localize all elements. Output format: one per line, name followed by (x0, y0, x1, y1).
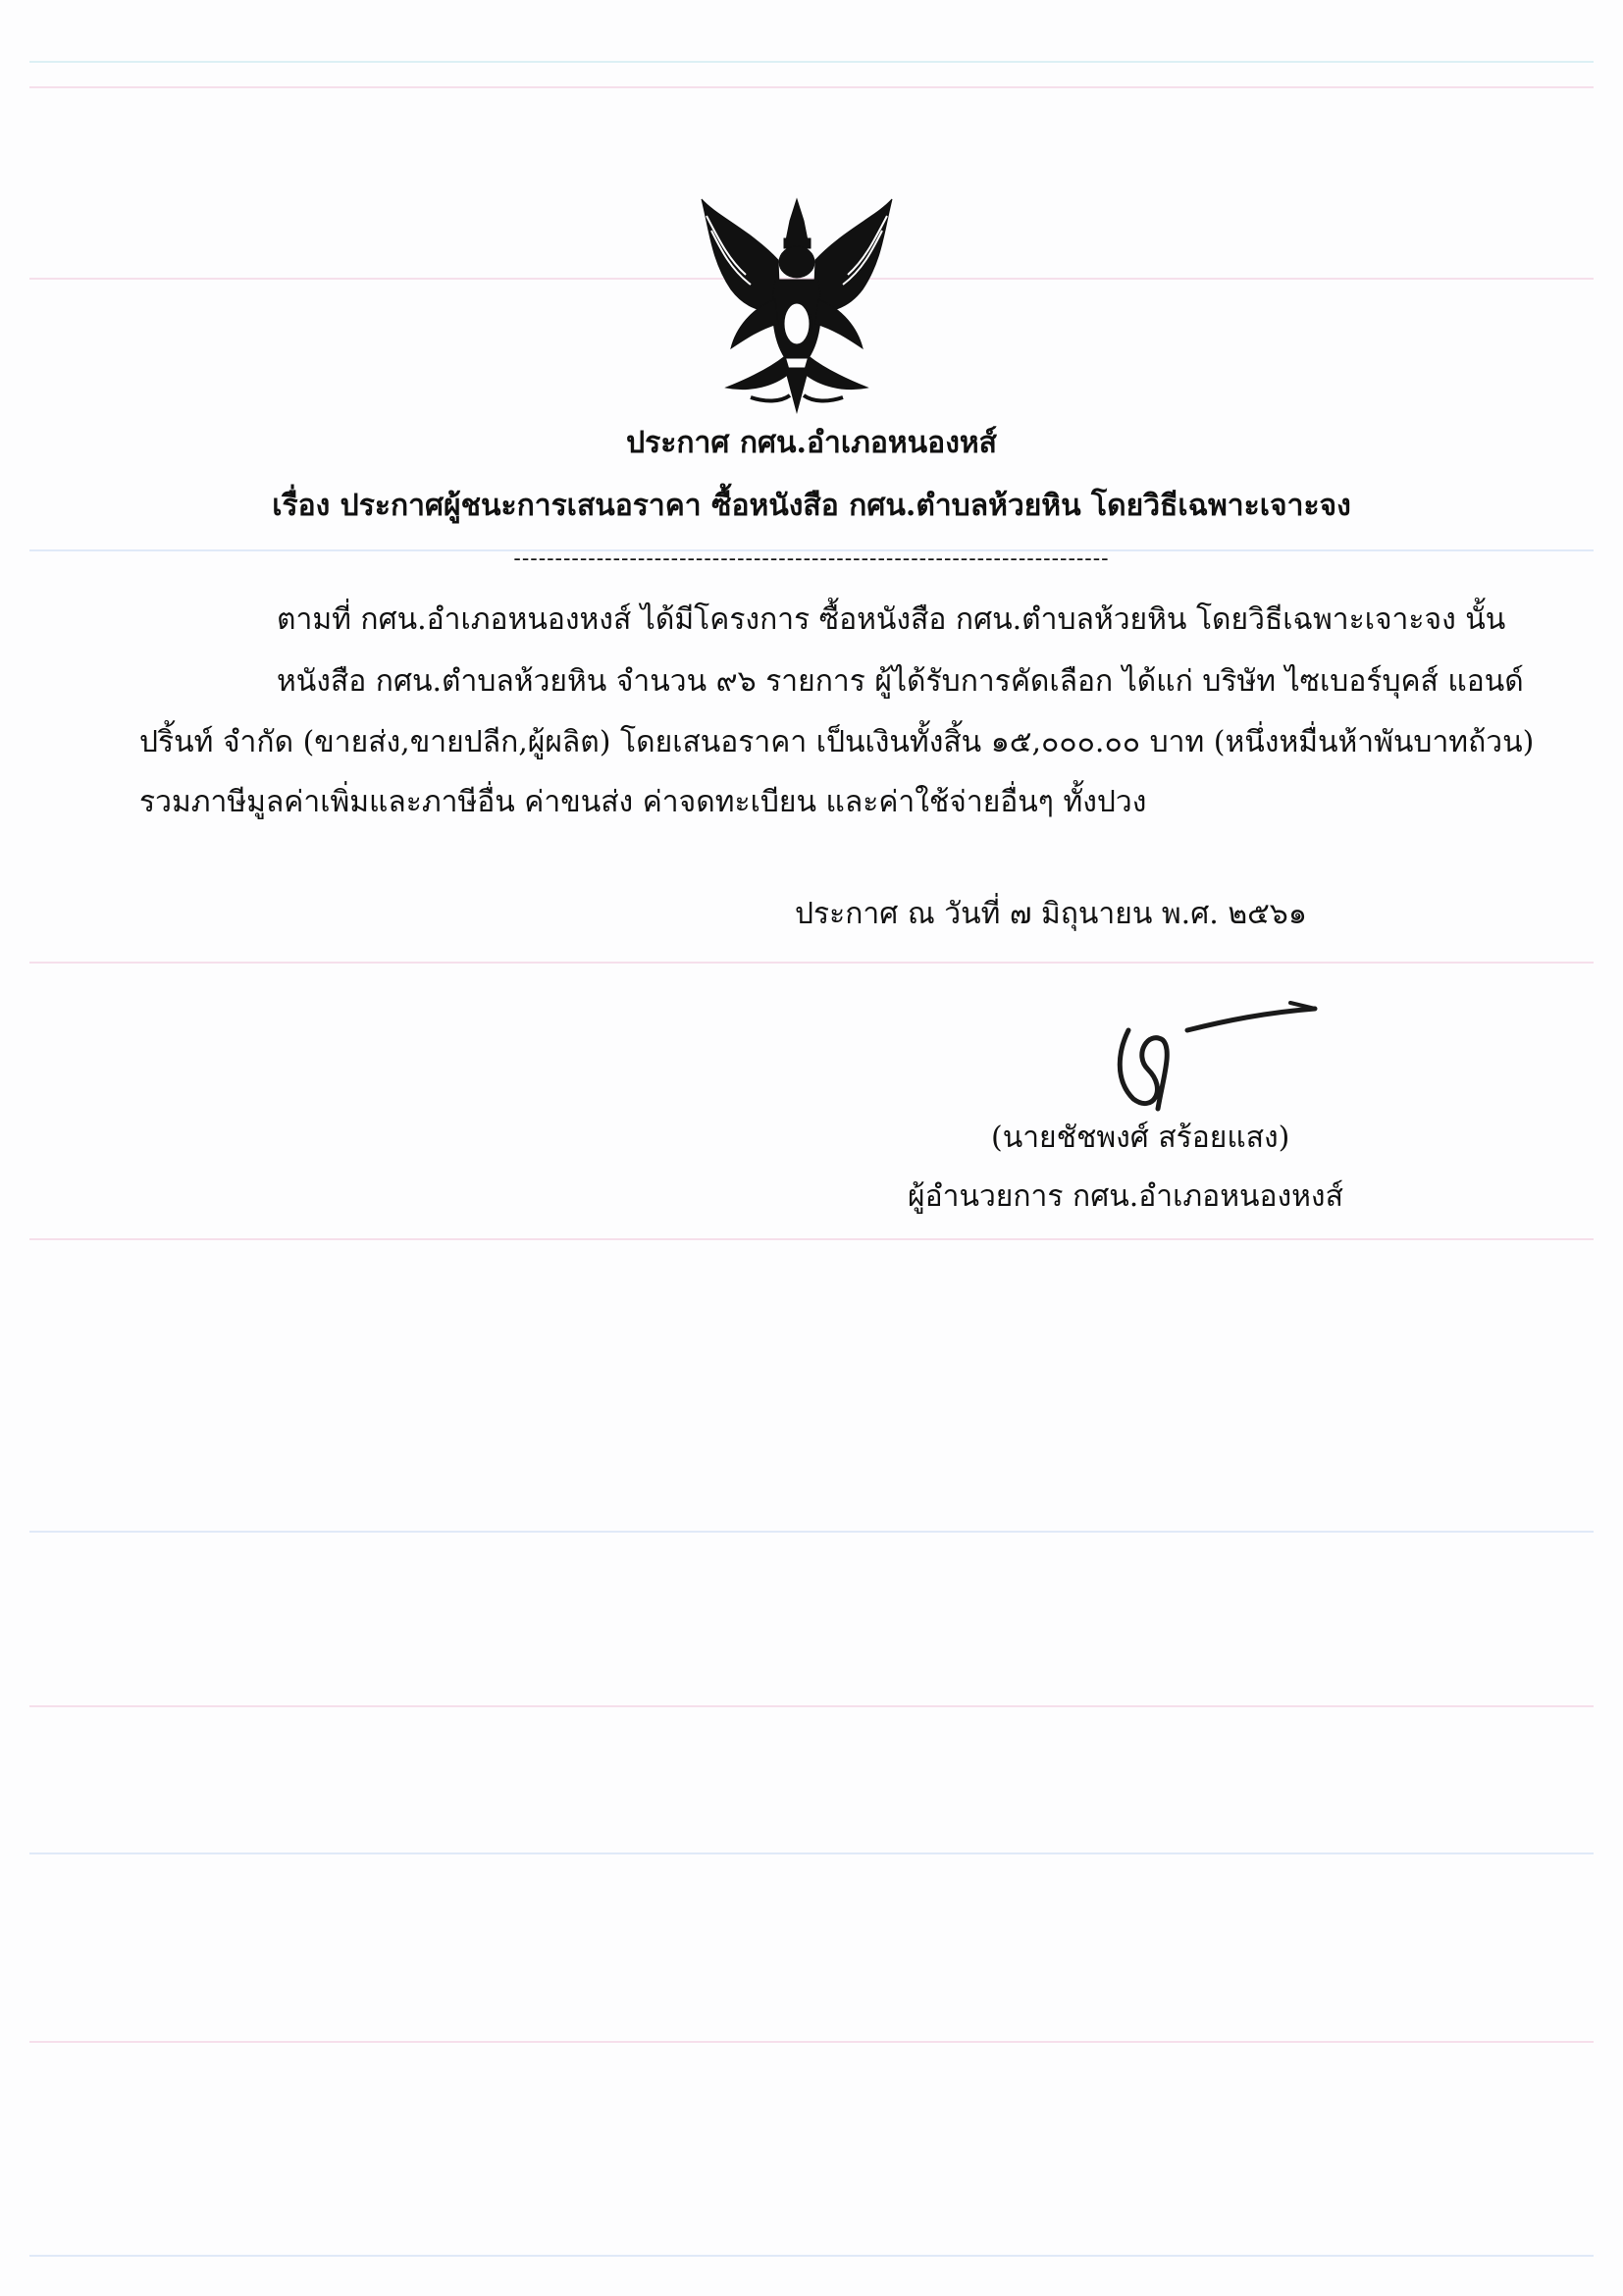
separator-line: ------------------------------------------------------------------------ (513, 547, 1110, 571)
paragraph-1: ตามที่ กศน.อำเภอหนองหงส์ ได้มีโครงการ ซื้อหนังสือ กศน.ตำบลห้วยหิน โดยวิธีเฉพาะเจาะจง นั้น (277, 602, 1506, 637)
announcement-date: ประกาศ ณ วันที่ ๗ มิถุนายน พ.ศ. ๒๕๖๑ (795, 897, 1307, 931)
scan-streak (29, 1531, 1594, 1533)
announcer-title: ประกาศ กศน.อำเภอหนองหส์ (626, 426, 997, 460)
paragraph-2-line-1: หนังสือ กศน.ตำบลห้วยหิน จำนวน ๙๖ รายการ ผู้ได้รับการคัดเลือก ได้แก่ บริษัท ไซเบอร์บุคส์ แอนด์ (277, 664, 1524, 699)
subject-title: เรื่อง ประกาศผู้ชนะการเสนอราคา ซื้อหนังสือ กศน.ตำบลห้วยหิน โดยวิธีเฉพาะเจาะจง (272, 489, 1351, 523)
scan-streak (29, 1852, 1594, 1854)
scan-streak (29, 2041, 1594, 2043)
scan-streak (29, 1705, 1594, 1707)
paragraph-2-line-2: ปริ้นท์ จำกัด (ขายส่ง,ขายปลีก,ผู้ผลิต) โดยเสนอราคา เป็นเงินทั้งสิ้น ๑๕,๐๐๐.๐๐ บาท (หนึ่งหมื่นห้าพันบาทถ้วน) (139, 725, 1535, 759)
scan-streak (29, 86, 1594, 88)
handwritten-signature (1089, 991, 1325, 1128)
paragraph-2-line-3: รวมภาษีมูลค่าเพิ่มและภาษีอื่น ค่าขนส่ง ค่าจดทะเบียน และค่าใช้จ่ายอื่นๆ ทั้งปวง (139, 785, 1147, 819)
signatory-position: ผู้อำนวยการ กศน.อำเภอหนองหงส์ (908, 1179, 1343, 1214)
scan-streak (29, 962, 1594, 964)
scan-streak (29, 1238, 1594, 1240)
scan-streak (29, 61, 1594, 63)
garuda-emblem-icon (692, 191, 903, 417)
scan-streak (29, 2255, 1594, 2257)
signatory-name: (นายชัชพงศ์ สร้อยแสง) (991, 1121, 1290, 1155)
